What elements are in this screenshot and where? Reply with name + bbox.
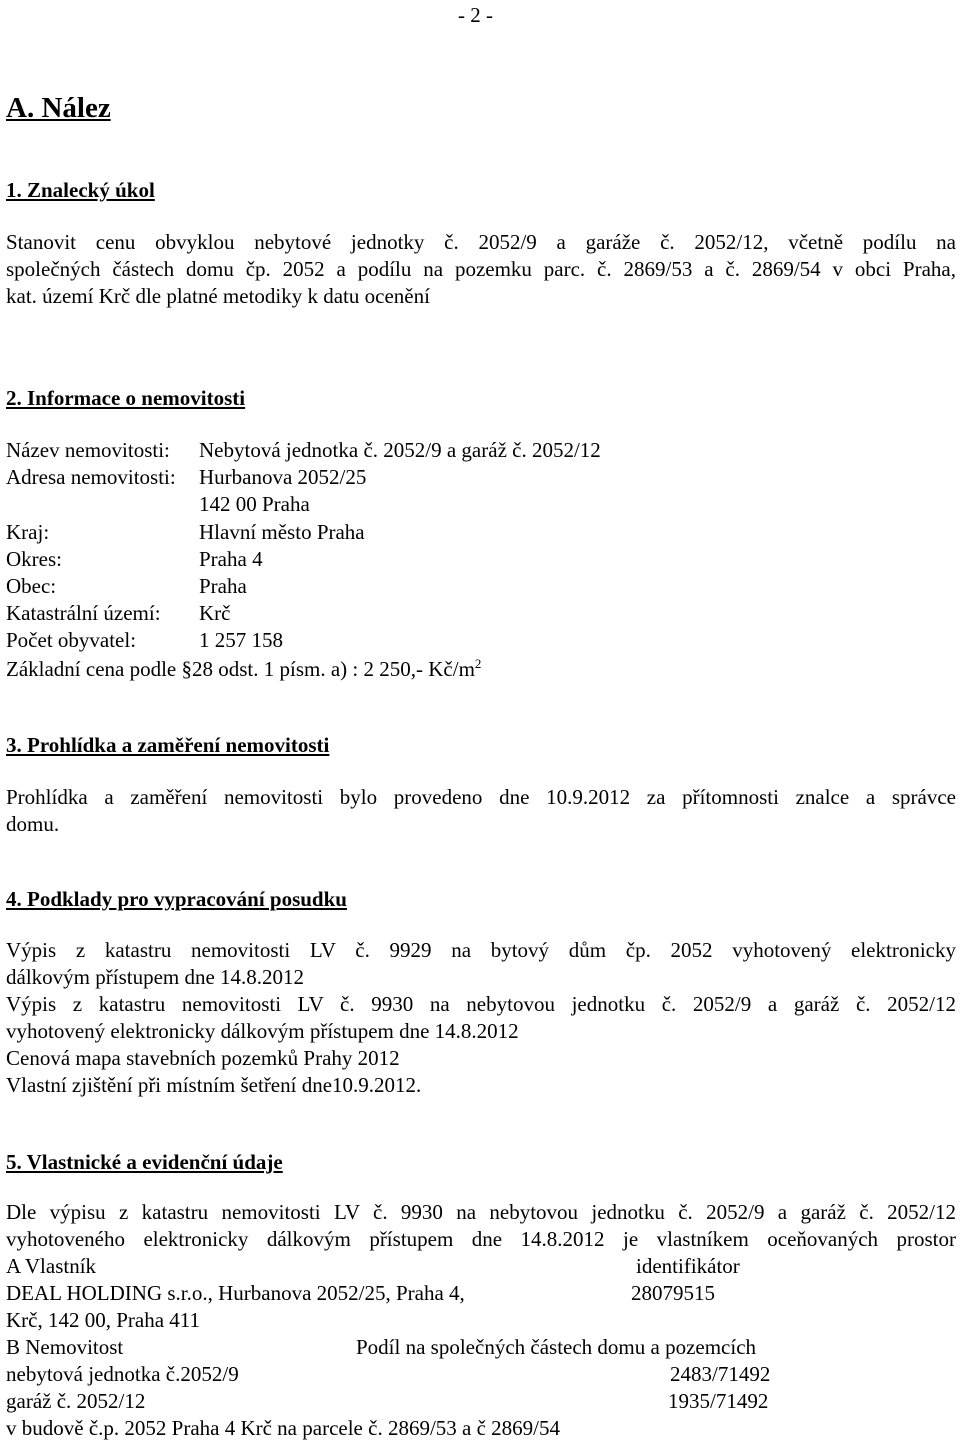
source-line-2: dálkovým přístupem dne 14.8.2012 — [6, 965, 305, 989]
property-info-value: Nebytová jednotka č. 2052/9 a garáž č. 2052/12 — [199, 438, 601, 462]
property-info-value: Krč — [199, 601, 231, 625]
section-1-line-1: Stanovit cenu obvyklou nebytové jednotky č. 2052/9 a garáže č. 2052/12, včetně podílu na — [6, 230, 956, 254]
owner-column-header: A Vlastník — [6, 1254, 97, 1278]
property-info-label: Katastrální území: — [6, 601, 161, 625]
property-info-label: Kraj: — [6, 520, 50, 544]
section-1-line-2: společných částech domu čp. 2052 a podílu na pozemku parc. č. 2869/53 a č. 2869/54 v obci Praha, — [6, 257, 956, 281]
section-5-line-1: Dle výpisu z katastru nemovitosti LV č. 9930 na nebytovou jednotku č. 2052/9 a garáž č. 2052/12 — [6, 1200, 956, 1224]
property-unit-share: 2483/71492 — [670, 1362, 771, 1386]
document-title: A. Nález — [6, 92, 111, 124]
owner-name: DEAL HOLDING s.r.o., Hurbanova 2052/25, Praha 4, — [6, 1281, 465, 1305]
source-line-1: Výpis z katastru nemovitosti LV č. 9929 na bytový dům čp. 2052 vyhotovený elektronicky — [6, 938, 956, 962]
property-info-value: 1 257 158 — [199, 628, 283, 652]
share-column-header: Podíl na společných částech domu a pozemcích — [356, 1335, 757, 1359]
property-garage-share: 1935/71492 — [668, 1389, 769, 1413]
section-1-heading: 1. Znalecký úkol — [6, 178, 155, 202]
base-price: Základní cena podle §28 odst. 1 písm. a) : 2 250,- $Kč/m^2$ — [6, 656, 482, 681]
owner-address: Krč, 142 00, Praha 411 — [6, 1308, 201, 1332]
property-info-value: Hurbanova 2052/25 — [199, 465, 367, 489]
property-info-value: 142 00 Praha — [199, 492, 310, 516]
property-unit-name: nebytová jednotka č.2052/9 — [6, 1362, 239, 1386]
section-5-line-2: vyhotoveného elektronicky dálkovým přístupem dne 14.8.2012 je vlastníkem oceňovaných prostor — [6, 1227, 956, 1251]
page-number: - 2 - — [458, 3, 493, 27]
property-column-header: B Nemovitost — [6, 1335, 124, 1359]
identifier-column-header: identifikátor — [636, 1254, 740, 1278]
section-4-heading: 4. Podklady pro vypracování posudku — [6, 887, 347, 911]
property-info-value: Praha 4 — [199, 547, 263, 571]
property-info-label: Název nemovitosti: — [6, 438, 170, 462]
section-5-heading: 5. Vlastnické a evidenční údaje — [6, 1150, 283, 1174]
source-line-4: vyhotovený elektronicky dálkovým přístupem dne 14.8.2012 — [6, 1019, 519, 1043]
source-line-5: Cenová mapa stavebních pozemků Prahy 2012 — [6, 1046, 400, 1070]
section-1-line-3: kat. území Krč dle platné metodiky k datu ocenění — [6, 284, 430, 308]
building-location: v budově č.p. 2052 Praha 4 Krč na parcele č. 2869/53 a č 2869/54 — [6, 1416, 560, 1440]
source-line-3: Výpis z katastru nemovitosti LV č. 9930 na nebytovou jednotku č. 2052/9 a garáž č. 2052/12 — [6, 992, 956, 1016]
property-info-label: Adresa nemovitosti: — [6, 465, 176, 489]
section-3-line-1: Prohlídka a zaměření nemovitosti bylo provedeno dne 10.9.2012 za přítomnosti znalce a správce — [6, 785, 956, 809]
property-info-value: Praha — [199, 574, 247, 598]
source-line-6: Vlastní zjištění při místním šetření dne10.9.2012. — [6, 1073, 422, 1097]
property-info-label: Okres: — [6, 547, 62, 571]
property-info-value: Hlavní město Praha — [199, 520, 365, 544]
owner-identifier: 28079515 — [631, 1281, 715, 1305]
section-2-heading: 2. Informace o nemovitosti — [6, 386, 246, 410]
section-3-line-2: domu. — [6, 812, 60, 836]
section-3-heading: 3. Prohlídka a zaměření nemovitosti — [6, 733, 330, 757]
property-info-label: Počet obyvatel: — [6, 628, 137, 652]
property-info-label: Obec: — [6, 574, 57, 598]
property-garage-name: garáž č. 2052/12 — [6, 1389, 146, 1413]
